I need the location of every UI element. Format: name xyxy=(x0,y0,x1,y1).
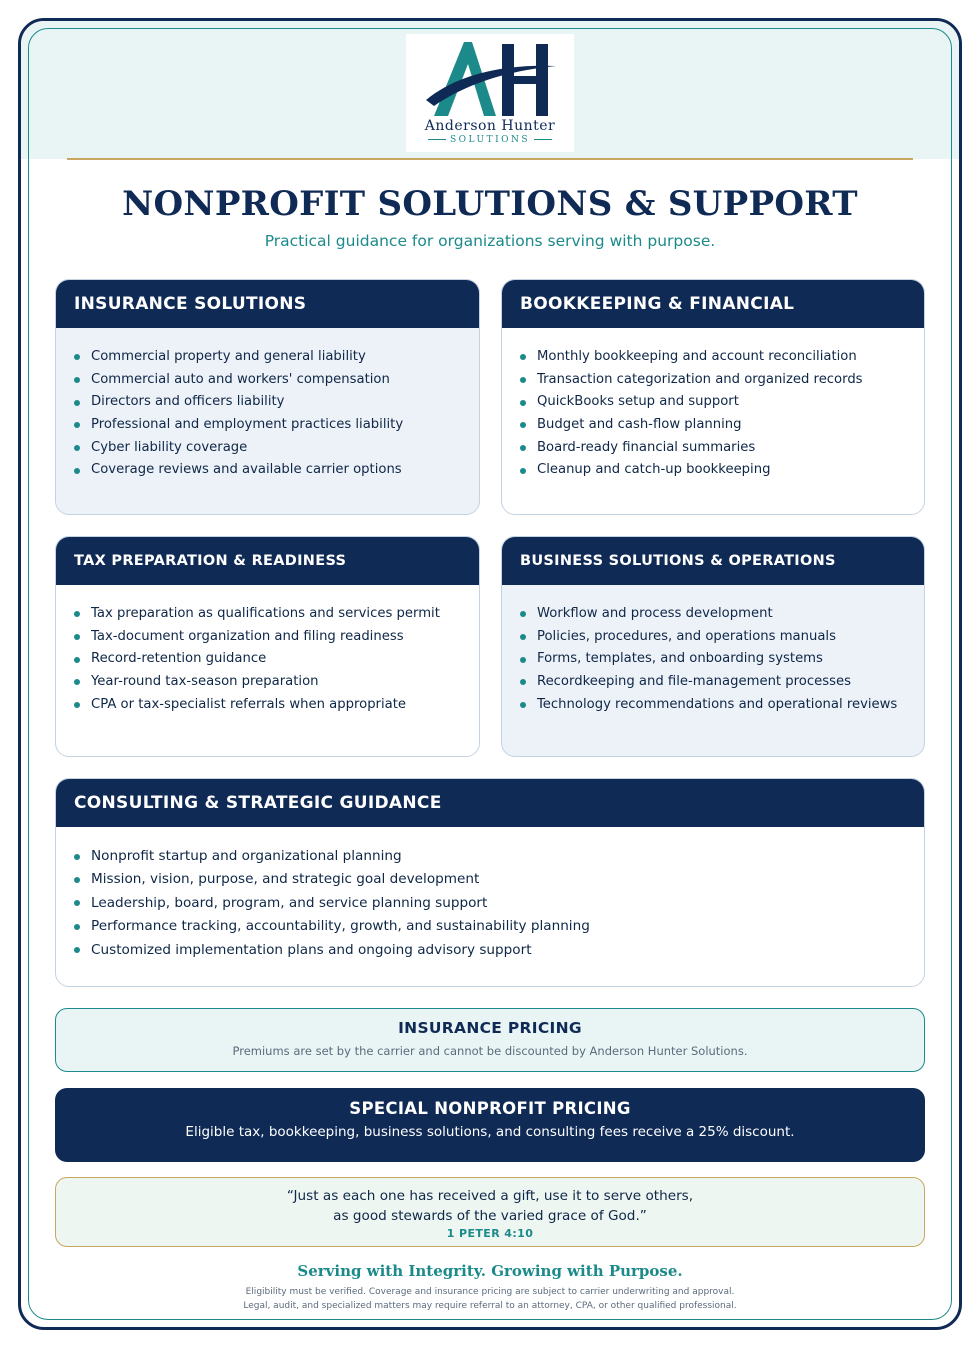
insurance-pricing-title: INSURANCE PRICING xyxy=(398,1019,582,1037)
business-list xyxy=(502,585,924,716)
consulting-list xyxy=(56,827,924,962)
list-item-text: Year-round tax-season preparation xyxy=(91,674,319,690)
list-item xyxy=(520,603,924,626)
logo-tagline xyxy=(406,135,574,145)
bullet-dot-icon xyxy=(74,679,80,685)
list-item-text: Professional and employment practices liability xyxy=(91,417,404,433)
bullet-dot-icon xyxy=(520,657,526,663)
special-pricing-box xyxy=(55,1088,925,1162)
insurance-pricing-note: Premiums are set by the carrier and cannot be discounted by Anderson Hunter Solutions. xyxy=(232,1044,748,1058)
list-item xyxy=(74,892,924,915)
list-item-text: CPA or tax-specialist referrals when appropriate xyxy=(91,696,407,712)
bullet-dot-icon xyxy=(74,900,80,906)
bullet-dot-icon xyxy=(74,657,80,663)
list-item xyxy=(520,437,924,460)
card-heading: BOOKKEEPING & FINANCIAL xyxy=(502,280,924,328)
list-item-text: Record-retention guidance xyxy=(91,651,267,667)
bullet-dot-icon xyxy=(74,702,80,708)
card-heading: BUSINESS SOLUTIONS & OPERATIONS xyxy=(502,537,924,585)
bullet-dot-icon xyxy=(520,377,526,383)
list-item xyxy=(74,671,479,694)
bullet-dot-icon xyxy=(74,854,80,860)
bullet-dot-icon xyxy=(74,422,80,428)
bullet-dot-icon xyxy=(520,422,526,428)
bullet-dot-icon xyxy=(520,611,526,617)
tax-preparation-card xyxy=(55,536,480,757)
bullet-dot-icon xyxy=(520,354,526,360)
bullet-dot-icon xyxy=(74,468,80,474)
bullet-dot-icon xyxy=(74,611,80,617)
list-item-text: Performance tracking, accountability, growth, and sustainability planning xyxy=(91,918,590,935)
scripture-quote-box xyxy=(55,1177,925,1247)
list-item-text: Mission, vision, purpose, and strategic goal development xyxy=(91,871,480,888)
list-item xyxy=(74,414,479,437)
list-item-text: QuickBooks setup and support xyxy=(537,394,739,410)
list-item-text: Commercial auto and workers' compensation xyxy=(91,371,390,387)
list-item xyxy=(520,626,924,649)
bullet-dot-icon xyxy=(74,400,80,406)
footer-disclaimer-2: Legal, audit, and specialized matters may require referral to an attorney, CPA, or other qualified professional. xyxy=(243,1301,737,1311)
list-item xyxy=(74,915,924,938)
footer-disclaimer-1: Eligibility must be verified. Coverage and insurance pricing are subject to carrier underwriting and approval. xyxy=(245,1287,735,1297)
list-item xyxy=(520,694,924,717)
list-item-text: Commercial property and general liability xyxy=(91,349,366,364)
bullet-dot-icon xyxy=(520,445,526,451)
list-item-text: Workflow and process development xyxy=(537,606,773,621)
logo-monogram xyxy=(420,36,560,120)
list-item xyxy=(520,391,924,414)
list-item xyxy=(74,437,479,460)
list-item xyxy=(74,694,479,717)
list-item-text: Budget and cash-flow planning xyxy=(537,417,742,433)
list-item xyxy=(74,939,924,962)
list-item xyxy=(520,346,924,369)
card-heading: CONSULTING & STRATEGIC GUIDANCE xyxy=(56,779,924,827)
list-item-text: Leadership, board, program, and service planning support xyxy=(91,894,488,911)
list-item-text: Cleanup and catch-up bookkeeping xyxy=(537,462,771,478)
list-item xyxy=(74,648,479,671)
list-item xyxy=(74,369,479,392)
logo-sub-text: SOLUTIONS xyxy=(449,135,531,145)
list-item-text: Directors and officers liability xyxy=(91,394,285,410)
consulting-guidance-card xyxy=(55,778,925,987)
special-pricing-title: SPECIAL NONPROFIT PRICING xyxy=(349,1099,631,1118)
bullet-dot-icon xyxy=(74,445,80,451)
card-heading: TAX PREPARATION & READINESS xyxy=(56,537,479,585)
bullet-dot-icon xyxy=(74,877,80,883)
list-item xyxy=(74,346,479,369)
list-item-text: Cyber liability coverage xyxy=(91,439,248,455)
list-item-text: Coverage reviews and available carrier options xyxy=(91,462,402,478)
list-item-text: Forms, templates, and onboarding systems xyxy=(537,651,823,667)
page-title: NONPROFIT SOLUTIONS & SUPPORT xyxy=(122,184,858,224)
list-item xyxy=(520,369,924,392)
list-item xyxy=(74,868,924,891)
business-solutions-card xyxy=(501,536,925,757)
quote-line-2: as good stewards of the varied grace of God.” xyxy=(333,1208,647,1224)
special-pricing-note: Eligible tax, bookkeeping, business solutions, and consulting fees receive a 25% discount. xyxy=(185,1124,795,1140)
list-item-text: Recordkeeping and file-management processes xyxy=(537,674,851,690)
bullet-dot-icon xyxy=(74,354,80,360)
list-item xyxy=(74,391,479,414)
bullet-dot-icon xyxy=(74,634,80,640)
bullet-dot-icon xyxy=(74,924,80,930)
bullet-dot-icon xyxy=(74,377,80,383)
footer-tagline: Serving with Integrity. Growing with Purpose. xyxy=(297,1262,683,1280)
quote-line-1: “Just as each one has received a gift, use it to serve others, xyxy=(286,1188,694,1204)
insurance-list xyxy=(56,328,479,482)
header-divider xyxy=(67,158,913,160)
list-item xyxy=(520,414,924,437)
list-item xyxy=(74,845,924,868)
insurance-pricing-box xyxy=(55,1008,925,1072)
list-item-text: Nonprofit startup and organizational planning xyxy=(91,848,402,864)
bullet-dot-icon xyxy=(74,947,80,953)
list-item xyxy=(74,603,479,626)
list-item xyxy=(74,626,479,649)
company-logo xyxy=(406,34,574,152)
list-item xyxy=(520,459,924,482)
card-heading: INSURANCE SOLUTIONS xyxy=(56,280,479,328)
bookkeeping-financial-card xyxy=(501,279,925,515)
list-item-text: Policies, procedures, and operations manuals xyxy=(537,628,836,644)
bullet-dot-icon xyxy=(520,679,526,685)
list-item xyxy=(74,459,479,482)
list-item-text: Tax-document organization and filing readiness xyxy=(91,628,404,644)
list-item xyxy=(520,671,924,694)
bullet-dot-icon xyxy=(520,634,526,640)
tax-list xyxy=(56,585,479,716)
bookkeeping-list xyxy=(502,328,924,482)
logo-name: Anderson Hunter xyxy=(424,118,556,134)
quote-reference: 1 PETER 4:10 xyxy=(446,1227,534,1240)
bullet-dot-icon xyxy=(520,400,526,406)
list-item-text: Customized implementation plans and ongoing advisory support xyxy=(91,941,532,958)
list-item-text: Technology recommendations and operational reviews xyxy=(537,696,898,712)
bullet-dot-icon xyxy=(520,468,526,474)
page-subtitle: Practical guidance for organizations serving with purpose. xyxy=(264,232,716,250)
list-item xyxy=(520,648,924,671)
list-item-text: Monthly bookkeeping and account reconciliation xyxy=(537,349,857,364)
list-item-text: Board-ready financial summaries xyxy=(537,439,756,455)
bullet-dot-icon xyxy=(520,702,526,708)
list-item-text: Transaction categorization and organized records xyxy=(537,371,863,387)
insurance-solutions-card xyxy=(55,279,480,515)
list-item-text: Tax preparation as qualifications and services permit xyxy=(91,606,440,621)
